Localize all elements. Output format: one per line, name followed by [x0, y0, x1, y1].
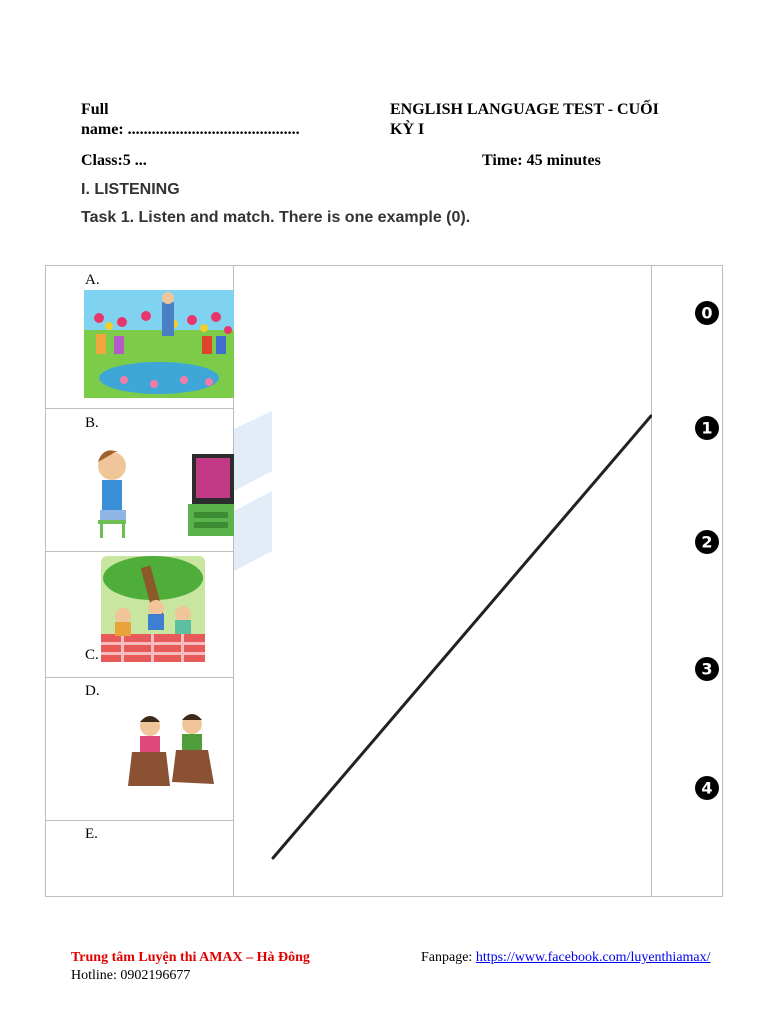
time-label: Time: 45 minutes [482, 152, 601, 169]
fanpage-label: Fanpage: [421, 950, 476, 965]
picture-park-flowers [84, 290, 234, 398]
row-label-e: E. [85, 826, 98, 842]
number-1-icon [695, 416, 719, 440]
row-divider [46, 408, 234, 409]
picture-picnic-under-tree [101, 556, 205, 662]
svg-text:2: 2 [701, 532, 713, 552]
picture-sack-race [84, 706, 234, 810]
row-label-b: B. [85, 415, 99, 431]
example-match-line [234, 266, 652, 898]
footer-hotline: Hotline: 0902196677 [71, 968, 191, 983]
row-divider [46, 677, 234, 678]
svg-text:4: 4 [701, 778, 713, 798]
fanpage-link[interactable]: https://www.facebook.com/luyenthiamax/ [475, 950, 711, 965]
test-title [390, 100, 710, 140]
number-3-icon [695, 657, 719, 681]
task-heading: Task 1. Listen and match. There is one example (0). [81, 209, 471, 226]
picture-boy-watching-tv [84, 436, 234, 546]
class-label: Class:5 ... [81, 152, 147, 169]
footer-center-name: Trung tâm Luyện thi AMAX – Hà Đông [71, 950, 310, 965]
number-4-icon [695, 776, 719, 800]
section-heading: I. LISTENING [81, 181, 180, 198]
full-name-field [81, 100, 361, 140]
svg-text:3: 3 [701, 659, 713, 679]
row-label-a: A. [85, 272, 100, 288]
svg-text:0: 0 [701, 303, 713, 323]
test-title-line2: KỲ I [390, 121, 425, 138]
row-divider [46, 551, 234, 552]
full-label: Full [81, 101, 109, 118]
row-label-c: C. [85, 647, 99, 663]
name-dots: name: ........................................... [81, 121, 300, 138]
footer-fanpage [421, 950, 711, 966]
matching-table [45, 265, 723, 897]
row-label-d: D. [85, 683, 100, 699]
number-2-icon [695, 530, 719, 554]
row-divider [46, 820, 234, 821]
svg-text:1: 1 [701, 418, 713, 438]
test-title-line1: ENGLISH LANGUAGE TEST - CUỐI [390, 101, 659, 118]
number-0-icon [695, 301, 719, 325]
